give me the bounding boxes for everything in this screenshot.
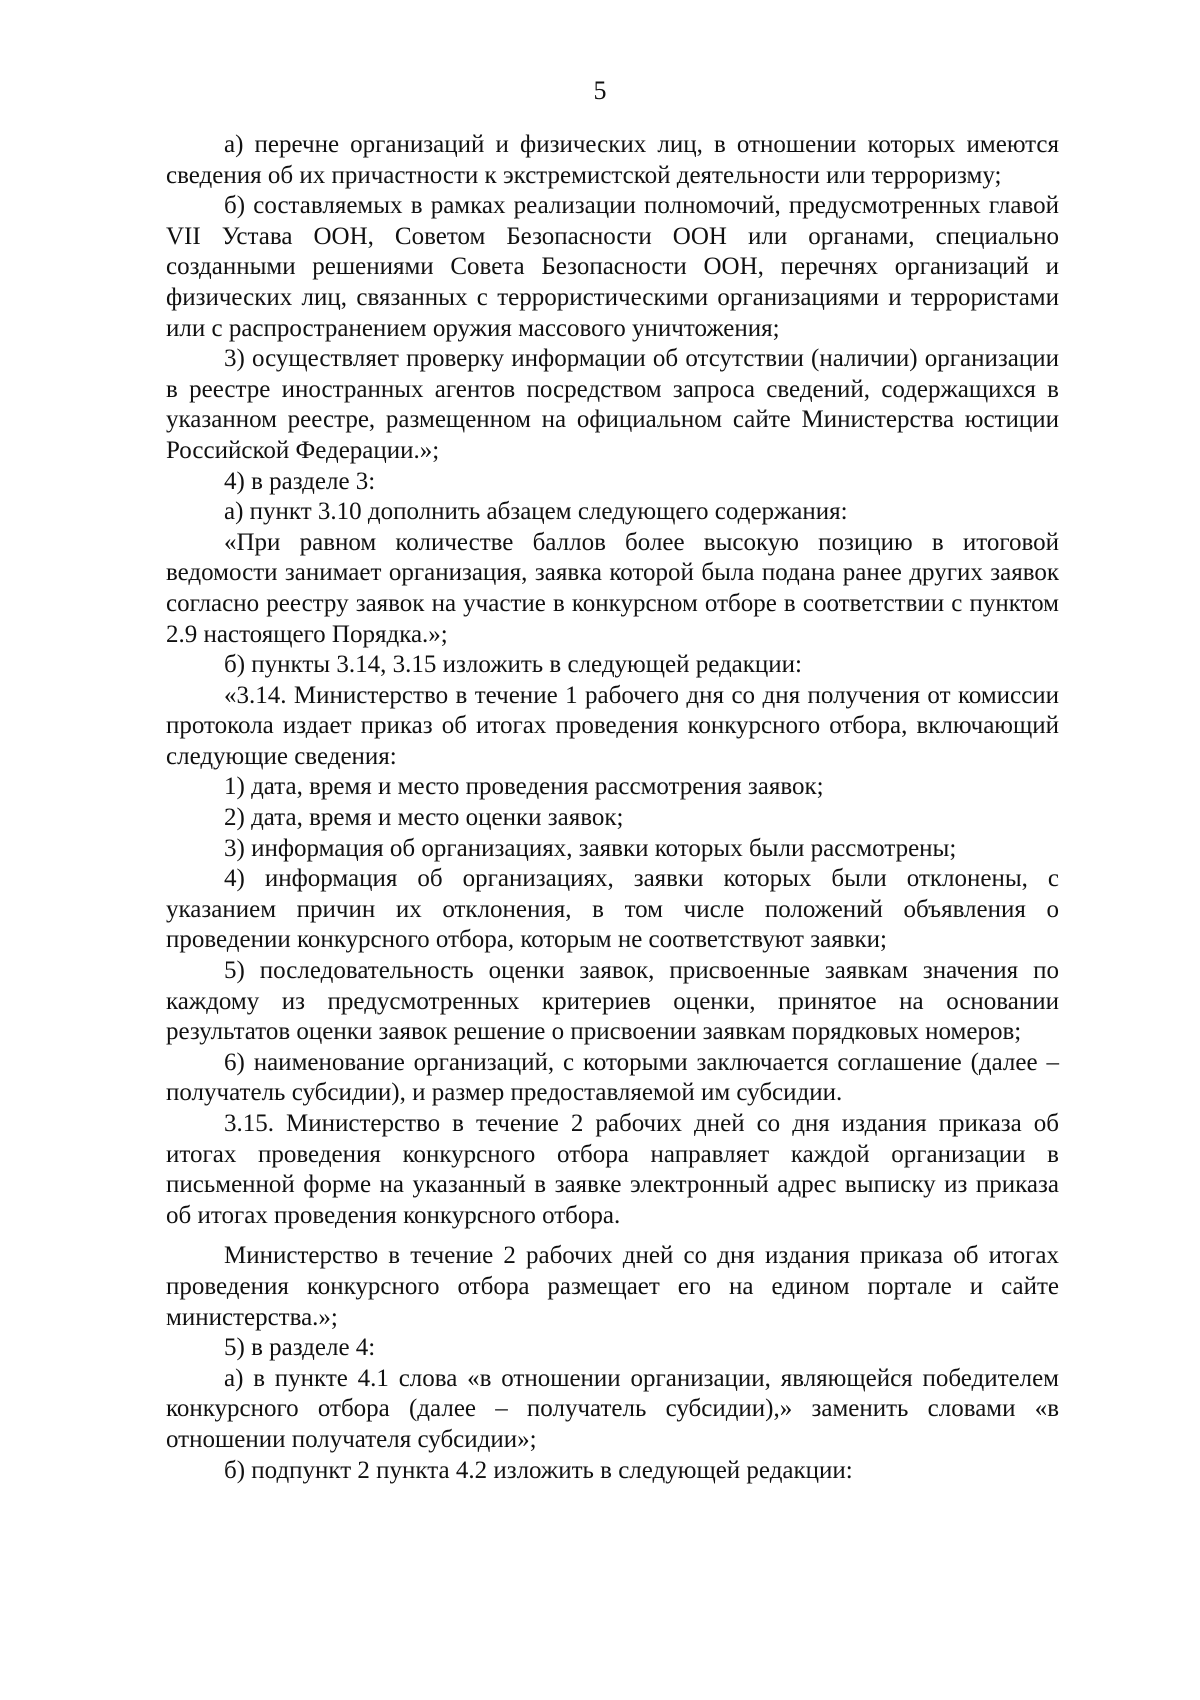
paragraph: 2) дата, время и место оценки заявок; [224, 804, 624, 832]
paragraph: «При равном количестве баллов более высокую позицию в итоговой ведомости занимает организация, заявка которой была подана ранее других заявок согласно реестру заявок на участие в конкурсном отборе в соответствии с пунктом 2.9 настоящего Порядка.»; [166, 528, 1059, 648]
paragraph: 3.15. Министерство в течение 2 рабочих дней со дня издания приказа об итогах проведения конкурсного отбора направляет каждой организации в письменной форме на указанный в заявке электронный адрес выписку из приказа об итогах проведения конкурсного отбора. [166, 1110, 1059, 1229]
paragraph: 4) в разделе 3: [224, 467, 376, 495]
paragraph: 4) информация об организациях, заявки которых были отклонены, с указанием причин их отклонения, в том числе положений объявления о проведении конкурсного отбора, которым не соответствуют заявки; [166, 865, 1059, 954]
page-number: 5 [593, 76, 607, 105]
paragraph: 3) осуществляет проверку информации об отсутствии (наличии) организации в реестре иностранных агентов посредством запроса сведений, содержащихся в указанном реестре, размещенном на официальном сайте Министерства юстиции Российской Федерации.»; [166, 345, 1059, 464]
paragraph: а) пункт 3.10 дополнить абзацем следующего содержания: [224, 498, 848, 526]
paragraph: б) подпункт 2 пункта 4.2 изложить в следующей редакции: [224, 1456, 853, 1484]
paragraph: 1) дата, время и место проведения рассмотрения заявок; [224, 773, 824, 801]
paragraph: 5) в разделе 4: [224, 1334, 376, 1362]
paragraph: «3.14. Министерство в течение 1 рабочего дня со дня получения от комиссии протокола издает приказ об итогах проведения конкурсного отбора, включающий следующие сведения: [166, 681, 1059, 770]
paragraph: б) составляемых в рамках реализации полномочий, предусмотренных главой VII Устава ООН, Советом Безопасности ООН или органами, специально созданными решениями Совета Безопасности ООН, перечнях организаций и физических лиц, связанных с террористическими организациями и террористами или с распространением оружия массового уничтожения; [166, 192, 1059, 342]
paragraph: 5) последовательность оценки заявок, присвоенные заявкам значения по каждому из предусмотренных критериев оценки, принятое на основании результатов оценки заявок решение о присвоении заявкам порядковых номеров; [166, 957, 1059, 1046]
paragraph: а) перечне организаций и физических лиц, в отношении которых имеются сведения об их причастности к экстремистской деятельности или терроризму; [166, 131, 1059, 189]
paragraph: б) пункты 3.14, 3.15 изложить в следующей редакции: [224, 651, 803, 679]
paragraph: 3) информация об организациях, заявки которых были рассмотрены; [224, 834, 957, 862]
paragraph: а) в пункте 4.1 слова «в отношении организации, являющейся победителем конкурсного отбора (далее – получатель субсидии),» заменить словами «в отношении получателя субсидии»; [166, 1364, 1059, 1453]
paragraph: 6) наименование организаций, с которыми заключается соглашение (далее – получатель субсидии), и размер предоставляемой им субсидии. [166, 1048, 1059, 1107]
paragraph: Министерство в течение 2 рабочих дней со дня издания приказа об итогах проведения конкурсного отбора размещает его на едином портале и сайте министерства.»; [166, 1242, 1059, 1331]
document-body [166, 130, 1059, 1486]
